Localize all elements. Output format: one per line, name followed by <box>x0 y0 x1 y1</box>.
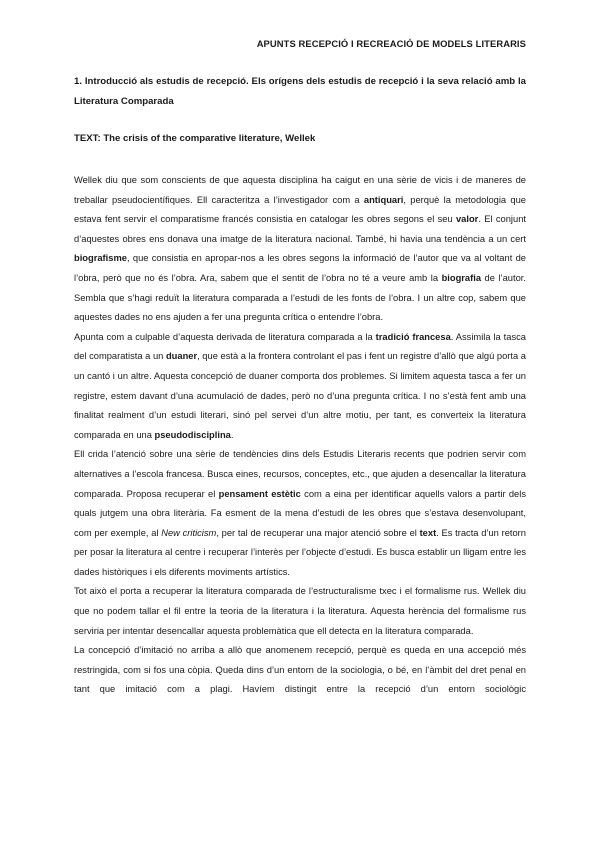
text-run: Wellek diu que som conscients de que aquesta disciplina ha caigut en una sèrie de vicis i de maneres de treballar pseudocientífiques. Ell caracteritza a l’investigador com a <box>74 175 526 205</box>
bold-term: biografia <box>441 272 482 283</box>
bold-term: duaner <box>165 351 198 362</box>
bold-term: biografisme <box>74 253 127 264</box>
italic-term: New criticism <box>161 527 217 538</box>
text-run: Apunta com a culpable d’aquesta derivada de literatura comparada a la <box>74 331 376 342</box>
bold-term: valor <box>455 214 479 225</box>
text-run: La concepció d’imitació no arriba a allò que anomenem recepció, perquè es queda en una accepció més restringida, com si fos una còpia. Queda dins d’un entorn de la sociologia, o bé, en l’àmbit del dret penal en tant que imitació com a plagi. Havíem distingit entre la recepció d’un entorn sociològic <box>74 645 526 695</box>
text-run: . El conjunt d’aquestes obres ens donava una imatge de la literatura nacional. També, hi havia una tendència a un cert <box>74 214 526 244</box>
paragraph <box>74 445 526 582</box>
text-run: . Es tracta d’un retorn per posar la literatura al centre i recuperar l’interès per l’objecte d’estudi. Es busca establir un lligam entre les dades històriques i els diferents moviments artístics. <box>74 527 526 577</box>
body-text <box>74 171 526 700</box>
text-run: Ell crida l’atenció sobre una sèrie de tendències dins dels Estudis Literaris recents que podrien servir com alternatives a l’escola francesa. Busca eines, recursos, conceptes, etc., que ajuden a desencallar la literatura comparada. Proposa recuperar el <box>74 449 526 499</box>
paragraph <box>74 641 526 700</box>
text-run: com a eina per identificar aquells valors a partir dels quals jutgem una obra literària. Fa esment de la mena d’estudi de les obres que s’estava desenvolupant, com per exemple, al <box>74 488 526 538</box>
text-run: , que consistia en apropar-nos a les obres segons la informació de l’autor que va al voltant de l’obra, però que no és l’obra. Ara, sabem que el sentit de l’obra no té a veure amb la <box>74 253 526 283</box>
text-run: de l’autor. Sembla que s’hagi reduït la literatura comparada a l’estudi de les fonts de l’obra. I un altre cop, sabem que aquestes dades no ens ajuden a fer una pregunta crítica o entendre l’obra. <box>74 272 526 323</box>
text-subheading: TEXT: The crisis of the comparative literature, Wellek <box>74 133 316 144</box>
text-run: , perquè la metodologia que estava fent servir el comparatisme francés consistia en catalogar les obres segons el seu <box>74 194 526 225</box>
bold-term: antiquari <box>363 194 404 205</box>
text-run: , per tal de recuperar una major atenció sobre el <box>216 527 420 538</box>
paragraph <box>74 328 526 446</box>
bold-term: tradició francesa <box>375 331 451 342</box>
bold-term: text <box>419 527 437 538</box>
text-run: . Assimila la tasca del comparatista a un <box>74 331 526 362</box>
text-run: , que està a la frontera controlant el pas i fent un registre d’allò que algú porta a un cantó i un altre. Aquesta concepció de duaner comporta dos problemes. Si limitem aquesta tasca a fer un registre, estem davant d’una acumulació de dades, però no d’una pregunta crítica. I no s’està fent amb una finalitat realment d’un estudi literari, sinó pel servei d’un altre motiu, per tant, es converteix la literatura comparada en una <box>74 351 526 440</box>
text-run: Tot això el porta a recuperar la literatura comparada de l’estructuralisme txec i el formalisme rus. Wellek diu que no podem tallar el fil entre la teoria de la literatura i la literatura. Aquesta herència del formalisme rus serviria per intentar desencallar aquesta problemàtica que ell detecta en la literatura comparada. <box>74 586 526 636</box>
section-heading: 1. Introducció als estudis de recepció. Els orígens dels estudis de recepció i la seva relació amb la Literatura Comparada <box>74 76 526 107</box>
paragraph <box>74 582 526 641</box>
text-run: . <box>230 429 234 440</box>
paragraph <box>74 171 526 328</box>
bold-term: pensament estètic <box>218 488 301 499</box>
bold-term: pseudodisciplina <box>154 429 231 440</box>
running-header: APUNTS RECEPCIÓ I RECREACIÓ DE MODELS LITERARIS <box>256 38 526 49</box>
